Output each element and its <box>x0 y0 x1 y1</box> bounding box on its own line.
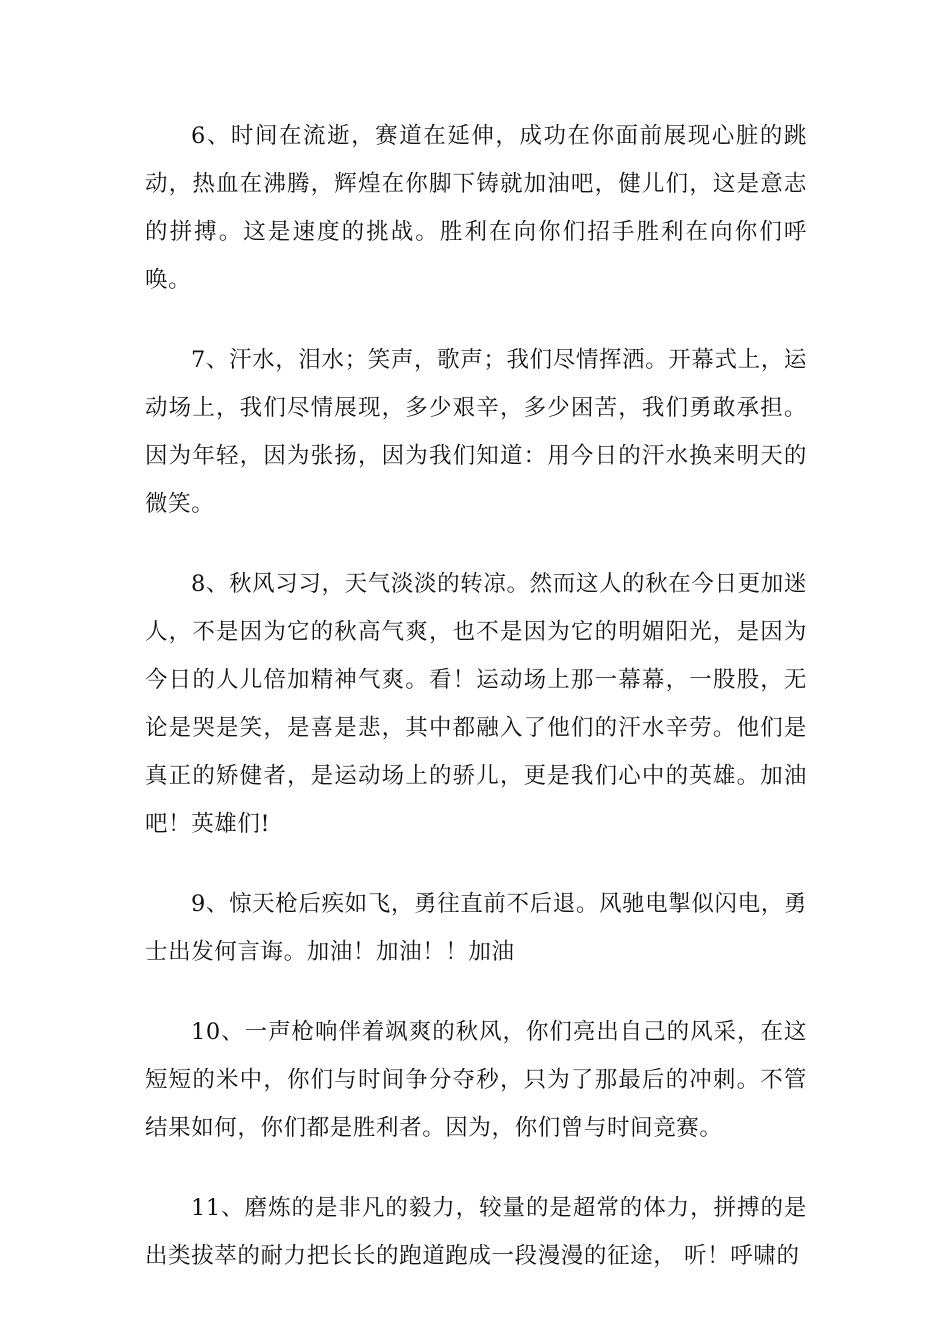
paragraph-11: 11、磨炼的是非凡的毅力，较量的是超常的体力，拼搏的是出类拔萃的耐力把长长的跑道跑成一段漫漫的征途， 听！呼啸的 <box>145 1195 807 1269</box>
paragraph-6: 6、时间在流逝，赛道在延伸，成功在你面前展现心脏的跳动，热血在沸腾，辉煌在你脚下铸就加油吧，健儿们，这是意志的拼搏。这是速度的挑战。胜利在向你们招手胜利在向你们呼唤。 <box>145 123 807 293</box>
paragraph-10: 10、一声枪响伴着飒爽的秋风，你们亮出自己的风采，在这短短的米中，你们与时间争分夺秒，只为了那最后的冲刺。不管结果如何，你们都是胜利者。因为，你们曾与时间竞赛。 <box>145 1019 807 1141</box>
paragraph-9: 9、惊天枪后疾如飞，勇往直前不后退。风驰电掣似闪电，勇士出发何言诲。加油！加油！！加油 <box>145 891 807 965</box>
paragraph-8: 8、秋风习习，天气淡淡的转凉。然而这人的秋在今日更加迷人，不是因为它的秋高气爽，也不是因为它的明媚阳光，是因为今日的人儿倍加精神气爽。看！运动场上那一幕幕，一股股，无论是哭是笑，是喜是悲，其中都融入了他们的汗水辛劳。他们是真正的矫健者，是运动场上的骄儿，更是我们心中的英雄。加油吧！英雄们! <box>145 571 807 837</box>
paragraph-7: 7、汗水，泪水；笑声，歌声；我们尽情挥洒。开幕式上，运动场上，我们尽情展现，多少艰辛，多少困苦，我们勇敢承担。因为年轻，因为张扬，因为我们知道：用今日的汗水换来明天的微笑。 <box>145 347 807 517</box>
document-body <box>145 112 807 1312</box>
